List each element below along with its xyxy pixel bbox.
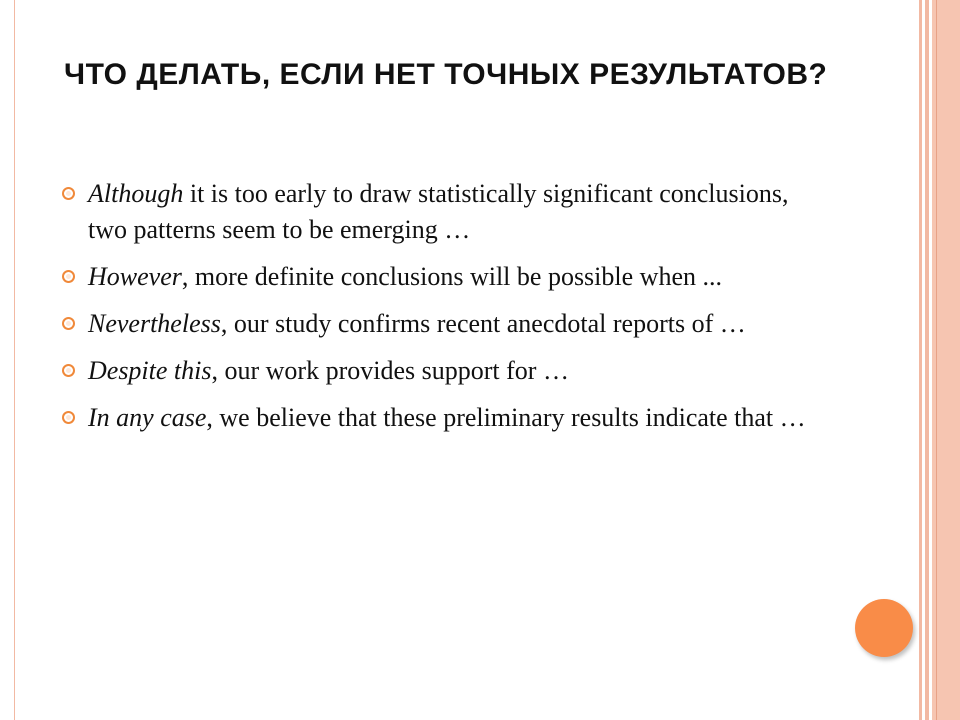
bullet-item <box>60 306 820 342</box>
bullet-lead: Although <box>88 179 184 208</box>
decor-circle <box>855 599 913 657</box>
bullet-item <box>60 259 820 295</box>
bullet-item <box>60 176 820 248</box>
bullet-circle-icon <box>62 317 75 330</box>
bullet-lead: However <box>88 262 182 291</box>
bullet-circle-icon <box>62 364 75 377</box>
bullet-text: , we believe that these preliminary results indicate that … <box>206 403 806 432</box>
bullet-circle-icon <box>62 270 75 283</box>
decor-stripe-1 <box>919 0 922 720</box>
bullet-text: it is too early to draw statistically significant conclusions, two patterns seem to be emerging … <box>88 179 789 244</box>
bullet-item <box>60 400 820 436</box>
slide-title: ЧТО ДЕЛАТЬ, ЕСЛИ НЕТ ТОЧНЫХ РЕЗУЛЬТАТОВ? <box>64 58 828 91</box>
bullet-lead: Nevertheless <box>88 309 221 338</box>
bullet-item <box>60 353 820 389</box>
bullet-circle-icon <box>62 187 75 200</box>
frame-left-line <box>14 0 15 720</box>
decor-stripe-inner <box>936 0 937 720</box>
bullet-lead: Despite this <box>88 356 212 385</box>
bullet-text: , more definite conclusions will be possible when ... <box>181 262 722 291</box>
decor-stripe-2 <box>925 0 929 720</box>
bullet-list <box>60 176 820 447</box>
bullet-text: , our study confirms recent anecdotal reports of … <box>220 309 746 338</box>
bullet-circle-icon <box>62 411 75 424</box>
bullet-lead: In any case <box>88 403 207 432</box>
bullet-text: , our work provides support for … <box>211 356 569 385</box>
